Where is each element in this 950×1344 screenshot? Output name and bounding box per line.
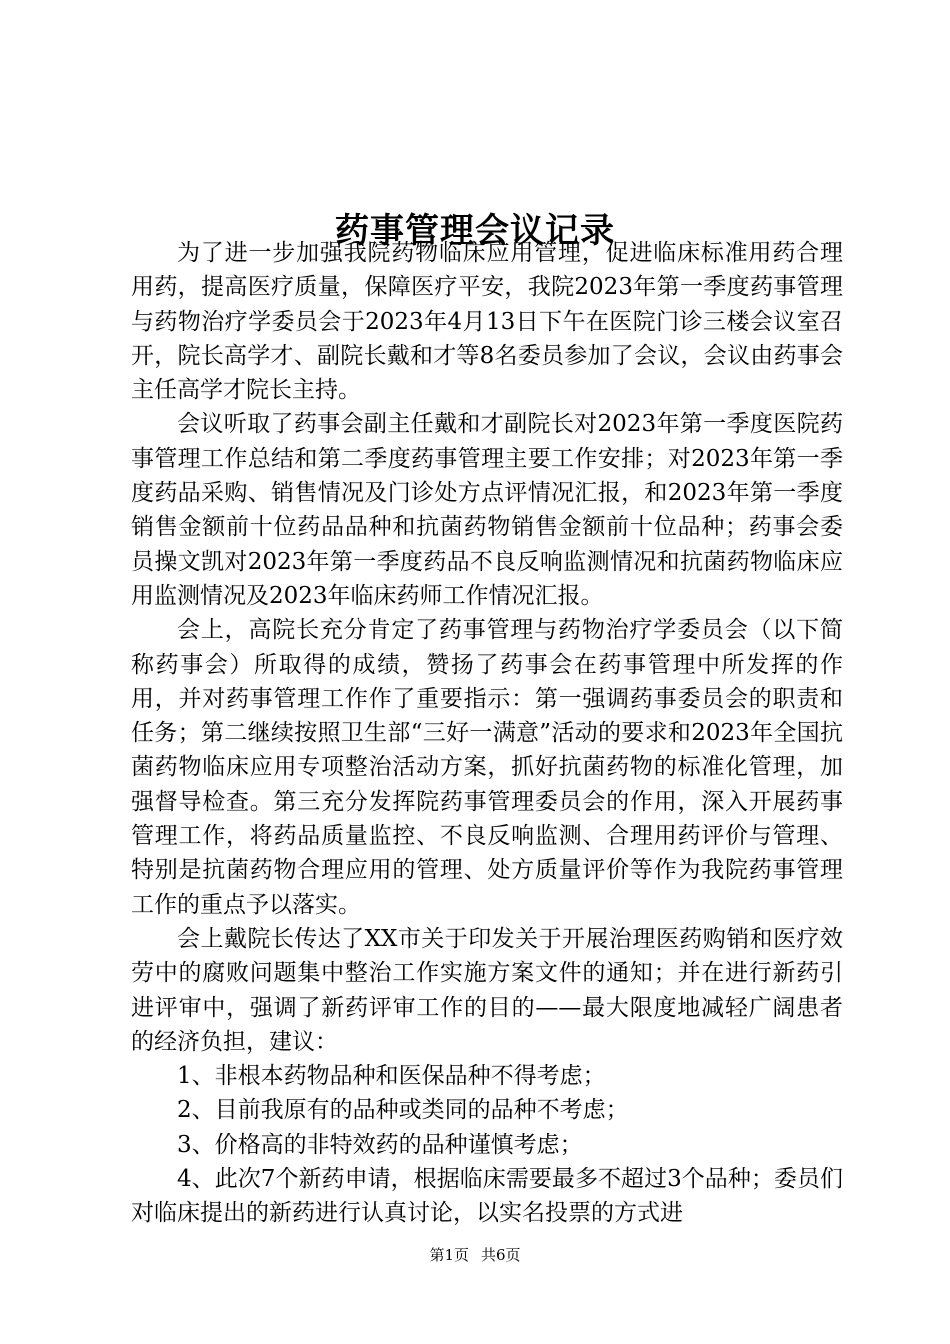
list-item: 2、目前我原有的品种或类同的品种不考虑； bbox=[177, 1097, 629, 1124]
paragraph: 会议听取了药事会副主任戴和才副院长对2023年第一季度医院药事管理工作总结和第二季度药事管理主要工作安排；对2023年第一季度药品采购、销售情况及门诊处方点评情况汇报，和2023年第一季度销售金额前十位药品品种和抗菌药物销售金额前十位品种；药事会委员操文凯对2023年第一季度药品不良反响监测情况和抗菌药物临床应用监测情况及2023年临床药师工作情况汇报。 bbox=[131, 411, 843, 609]
page-footer bbox=[0, 1245, 950, 1265]
paragraph: 会上，高院长充分肯定了药事管理与药物治疗学委员会（以下简称药事会）所取得的成绩，赞扬了药事会在药事管理中所发挥的作用，并对药事管理工作作了重要指示：第一强调药事委员会的职责和任务；第二继续按照卫生部“三好一满意”活动的要求和2023年全国抗菌药物临床应用专项整治活动方案，抓好抗菌药物的标准化管理，加强督导检查。第三充分发挥院药事管理委员会的作用，深入开展药事管理工作，将药品质量监控、不良反响监测、合理用药评价与管理、特别是抗菌药物合理应用的管理、处方质量评价等作为我院药事管理工作的重点予以落实。 bbox=[131, 617, 843, 918]
list-item: 4、此次7个新药申请，根据临床需要最多不超过3个品种；委员们对临床提出的新药进行认真讨论，以实名投票的方式进 bbox=[131, 1166, 843, 1227]
document-body bbox=[131, 236, 843, 1231]
page-total: 共6页 bbox=[481, 1246, 521, 1264]
paragraph: 为了进一步加强我院药物临床应用管理，促进临床标准用药合理用药，提高医疗质量，保障医疗平安，我院2023年第一季度药事管理与药物治疗学委员会于2023年4月13日下午在医院门诊三楼会议室召开，院长高学才、副院长戴和才等8名委员参加了会议，会议由药事会主任高学才院长主持。 bbox=[131, 240, 843, 404]
paragraph: 会上戴院长传达了XX市关于印发关于开展治理医药购销和医疗效劳中的腐败问题集中整治工作实施方案文件的通知；并在进行新药引进评审中，强调了新药评审工作的目的——最大限度地减轻广阔患者的经济负担，建议： bbox=[131, 925, 843, 1055]
list-item: 3、价格高的非特效药的品种谨慎考虑； bbox=[177, 1131, 583, 1158]
page-number: 第1页 bbox=[429, 1246, 469, 1264]
document-title: 药事管理会议记录 bbox=[335, 210, 615, 251]
list-item: 1、非根本药物品种和医保品种不得考虑； bbox=[177, 1063, 606, 1090]
